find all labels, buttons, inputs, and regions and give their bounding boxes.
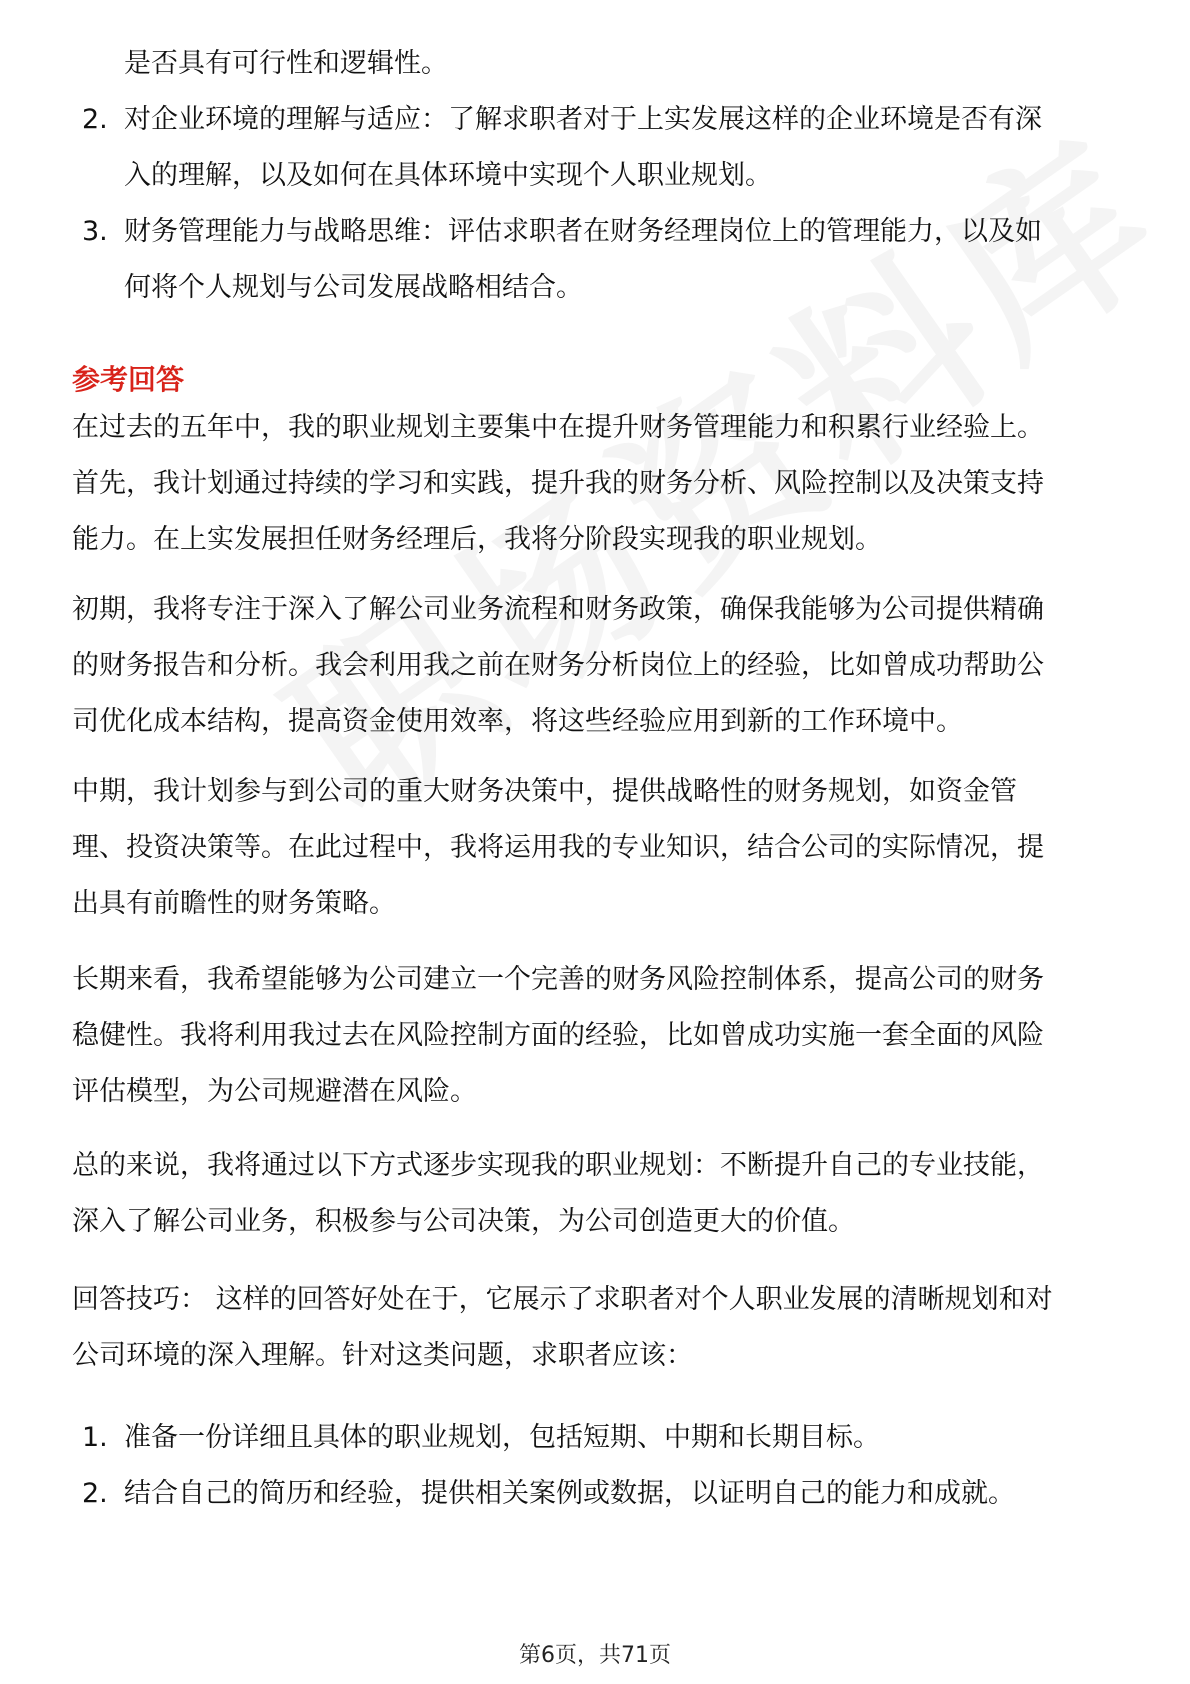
list-number: 1.	[82, 1422, 108, 1453]
paragraph	[72, 1138, 1132, 1250]
paragraph	[72, 400, 1132, 568]
paragraph-line: 司优化成本结构，提高资金使用效率，将这些经验应用到新的工作环境中。	[72, 706, 963, 737]
list-number: 3.	[82, 216, 108, 247]
section-heading: 参考回答	[72, 363, 185, 396]
paragraph-line: 公司环境的深入理解。针对这类问题，求职者应该：	[72, 1340, 693, 1371]
paragraph-line: 的财务报告和分析。我会利用我之前在财务分析岗位上的经验，比如曾成功帮助公	[72, 650, 1044, 681]
paragraph	[72, 1272, 1132, 1384]
paragraph-line: 出具有前瞻性的财务策略。	[72, 888, 396, 919]
list-item-line: 准备一份详细且具体的职业规划，包括短期、中期和长期目标。	[124, 1422, 880, 1453]
paragraph-line: 理、投资决策等。在此过程中，我将运用我的专业知识，结合公司的实际情况，提	[72, 832, 1044, 863]
paragraph-line: 在过去的五年中，我的职业规划主要集中在提升财务管理能力和积累行业经验上。	[72, 412, 1044, 443]
paragraph-line: 首先，我计划通过持续的学习和实践，提升我的财务分析、风险控制以及决策支持	[72, 468, 1044, 499]
tips-list	[70, 1410, 1120, 1522]
list-item-line: 入的理解，以及如何在具体环境中实现个人职业规划。	[124, 160, 772, 191]
list-item	[70, 204, 1120, 316]
paragraph	[72, 764, 1132, 932]
paragraph-line: 回答技巧： 这样的回答好处在于，它展示了求职者对个人职业发展的清晰规划和对	[72, 1284, 1053, 1315]
paragraph	[72, 582, 1132, 750]
continuation-line: 是否具有可行性和逻辑性。	[124, 48, 448, 79]
evaluation-points-list	[70, 92, 1120, 316]
paragraph	[72, 952, 1132, 1120]
list-item	[70, 1466, 1120, 1522]
list-item	[70, 92, 1120, 204]
paragraph-line: 评估模型，为公司规避潜在风险。	[72, 1076, 477, 1107]
paragraph-line: 总的来说，我将通过以下方式逐步实现我的职业规划：不断提升自己的专业技能，	[72, 1150, 1044, 1181]
paragraph-line: 稳健性。我将利用我过去在风险控制方面的经验，比如曾成功实施一套全面的风险	[72, 1020, 1044, 1051]
list-item-line: 对企业环境的理解与适应：了解求职者对于上实发展这样的企业环境是否有深	[124, 104, 1042, 135]
list-item-line: 财务管理能力与战略思维：评估求职者在财务经理岗位上的管理能力，以及如	[124, 216, 1042, 247]
paragraph-line: 中期，我计划参与到公司的重大财务决策中，提供战略性的财务规划，如资金管	[72, 776, 1017, 807]
list-item-line: 何将个人规划与公司发展战略相结合。	[124, 272, 583, 303]
paragraph-line: 深入了解公司业务，积极参与公司决策，为公司创造更大的价值。	[72, 1206, 855, 1237]
paragraph-line: 长期来看，我希望能够为公司建立一个完善的财务风险控制体系，提高公司的财务	[72, 964, 1044, 995]
list-item-line: 结合自己的简历和经验，提供相关案例或数据，以证明自己的能力和成就。	[124, 1478, 1015, 1509]
paragraph-line: 初期，我将专注于深入了解公司业务流程和财务政策，确保我能够为公司提供精确	[72, 594, 1044, 625]
list-item	[70, 1410, 1120, 1466]
page-footer: 第6页，共71页	[519, 1643, 671, 1668]
paragraph-line: 能力。在上实发展担任财务经理后，我将分阶段实现我的职业规划。	[72, 524, 882, 555]
list-number: 2.	[82, 1478, 108, 1509]
list-number: 2.	[82, 104, 108, 135]
